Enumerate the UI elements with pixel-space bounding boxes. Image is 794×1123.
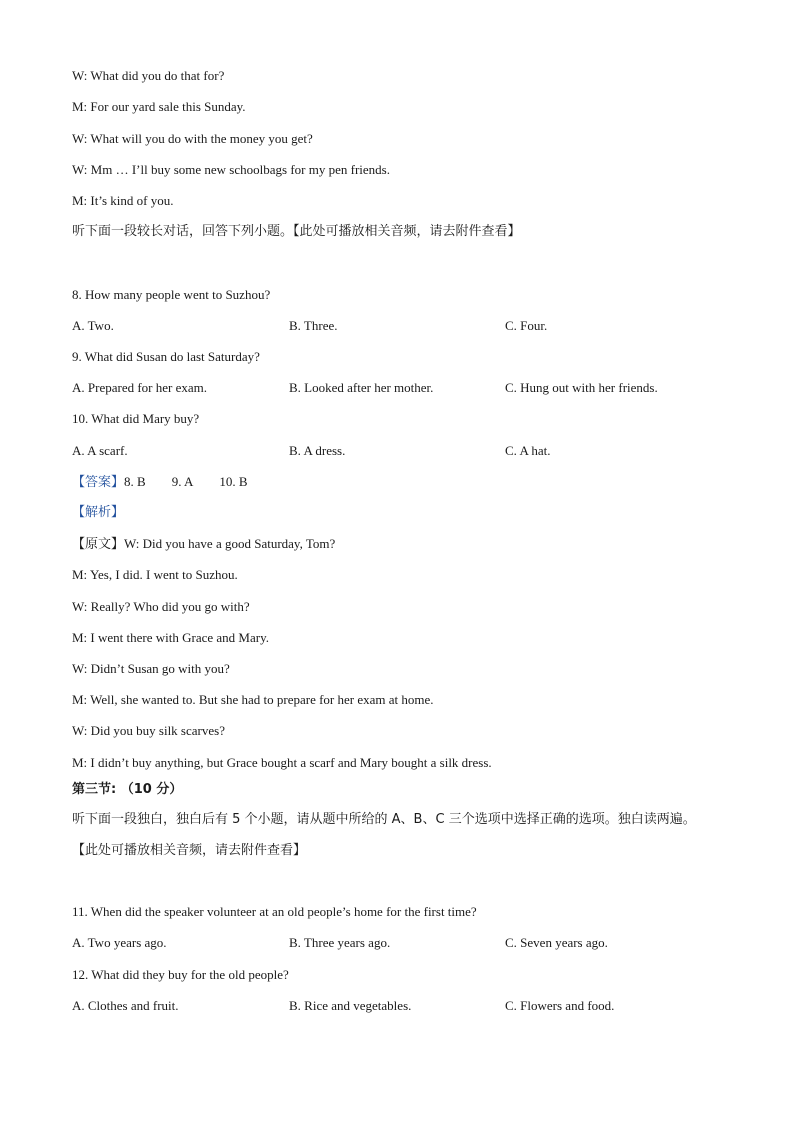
transcript-line: W: Did you buy silk scarves? xyxy=(72,723,225,738)
dialogue-line: W: What did you do that for? xyxy=(72,68,225,83)
long-dialogue-instruction: 听下面一段较长对话，回答下列小题。【此处可播放相关音频，请去附件查看】 xyxy=(72,224,521,239)
option-b: B. Three. xyxy=(289,318,338,333)
section-3-title: 第三节: （10 分） xyxy=(72,782,183,797)
answer-8: 8. B xyxy=(124,474,146,489)
option-a: A. Two. xyxy=(72,318,114,333)
transcript-line: W: Really? Who did you go with? xyxy=(72,599,250,614)
question-10: 10. What did Mary buy? xyxy=(72,411,200,426)
transcript-line: M: Well, she wanted to. But she had to prepare for her exam at home. xyxy=(72,692,434,707)
answer-9: 9. A xyxy=(171,474,194,489)
question-10-options xyxy=(0,443,794,459)
question-9-options xyxy=(0,380,794,396)
audio-note: 【此处可播放相关音频，请去附件查看】 xyxy=(72,843,307,858)
transcript-line: M: I went there with Grace and Mary. xyxy=(72,630,269,645)
original-label: 【原文】 xyxy=(72,537,125,552)
answer-label: 【答案】 xyxy=(72,475,125,490)
dialogue-line: M: It’s kind of you. xyxy=(72,193,174,208)
option-b: B. Rice and vegetables. xyxy=(289,998,412,1013)
option-b: B. Three years ago. xyxy=(289,935,391,950)
option-b: B. A dress. xyxy=(289,443,346,458)
option-c: C. A hat. xyxy=(505,443,551,458)
dialogue-line: W: What will you do with the money you get? xyxy=(72,131,313,146)
option-a: A. A scarf. xyxy=(72,443,128,458)
original-first-line xyxy=(72,536,335,553)
section-3-instruction: 听下面一段独白，独白后有 5 个小题，请从题中所给的 A、B、C 三个选项中选择正确的选项。独白读两遍。 xyxy=(72,812,696,827)
option-c: C. Hung out with her friends. xyxy=(505,380,658,395)
question-11-options xyxy=(0,935,794,951)
question-11: 11. When did the speaker volunteer at an old people’s home for the first time? xyxy=(72,904,477,919)
question-12-options xyxy=(0,998,794,1014)
question-9: 9. What did Susan do last Saturday? xyxy=(72,349,260,364)
option-a: A. Two years ago. xyxy=(72,935,167,950)
option-b: B. Looked after her mother. xyxy=(289,380,434,395)
option-a: A. Prepared for her exam. xyxy=(72,380,207,395)
dialogue-line: M: For our yard sale this Sunday. xyxy=(72,99,246,114)
option-c: C. Four. xyxy=(505,318,548,333)
option-c: C. Flowers and food. xyxy=(505,998,615,1013)
transcript-line: M: I didn’t buy anything, but Grace bought a scarf and Mary bought a silk dress. xyxy=(72,755,492,770)
analysis-label: 【解析】 xyxy=(72,505,125,520)
option-c: C. Seven years ago. xyxy=(505,935,608,950)
dialogue-line: W: Mm … I’ll buy some new schoolbags for my pen friends. xyxy=(72,162,390,177)
answer-10: 10. B xyxy=(219,474,248,489)
transcript-line: W: Didn’t Susan go with you? xyxy=(72,661,230,676)
transcript-line: M: Yes, I did. I went to Suzhou. xyxy=(72,567,238,582)
option-a: A. Clothes and fruit. xyxy=(72,998,179,1013)
question-8: 8. How many people went to Suzhou? xyxy=(72,287,271,302)
answer-line xyxy=(72,474,248,491)
question-8-options xyxy=(0,318,794,334)
transcript-text: W: Did you have a good Saturday, Tom? xyxy=(124,536,336,551)
question-12: 12. What did they buy for the old people? xyxy=(72,967,289,982)
